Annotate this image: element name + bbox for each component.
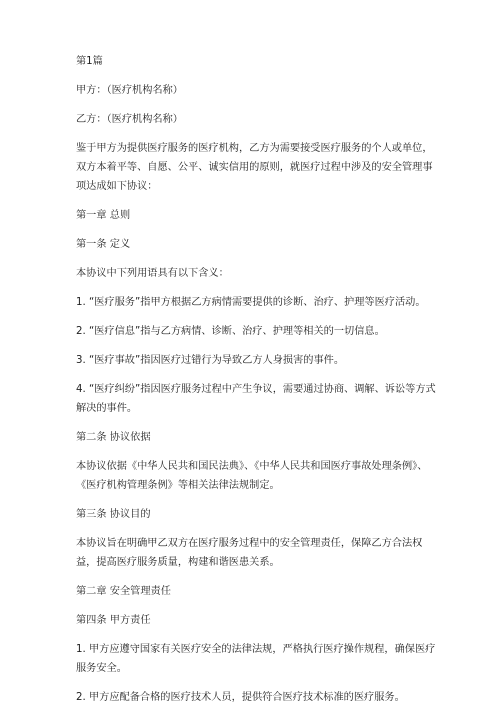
article-4-heading: 第四条 甲方责任 <box>76 615 151 626</box>
definition-item-2: 2. “医疗信息”指与乙方病情、诊断、治疗、护理等相关的一切信息。 <box>76 326 385 337</box>
definitions-intro: 本协议中下列用语具有以下含义： <box>76 268 229 279</box>
article-2-heading: 第二条 协议依据 <box>76 432 151 443</box>
document-title: 第1篇 <box>76 56 103 67</box>
purpose-paragraph: 本协议旨在明确甲乙双方在医疗服务过程中的安全管理责任，保障乙方合法权益，提高医疗服务质量，构建和谐医患关系。 <box>76 538 423 568</box>
article-1-heading: 第一条 定义 <box>76 239 131 250</box>
document-body <box>76 52 436 717</box>
definition-item-4: 4. “医疗纠纷”指因医疗服务过程中产生争议，需要通过协商、调解、诉讼等方式解决的事件。 <box>76 384 436 414</box>
preamble-paragraph: 鉴于甲方为提供医疗服务的医疗机构，乙方为需要接受医疗服务的个人或单位，双方本着平等、自愿、公平、诚实信用的原则，就医疗过程中涉及的安全管理事项达成如下协议： <box>76 143 433 192</box>
responsibility-item-2: 2. 甲方应配备合格的医疗技术人员，提供符合医疗技术标准的医疗服务。 <box>76 692 405 703</box>
party-a-line: 甲方：（医疗机构名称） <box>76 85 183 96</box>
definition-item-1: 1. “医疗服务”指甲方根据乙方病情需要提供的诊断、治疗、护理等医疗活动。 <box>76 297 426 308</box>
basis-paragraph: 本协议依据《中华人民共和国民法典》、《中华人民共和国医疗事故处理条例》、《医疗机构管理条例》等相关法律法规制定。 <box>76 461 428 491</box>
chapter-2-heading: 第二章 安全管理责任 <box>76 586 171 597</box>
party-b-line: 乙方：（医疗机构名称） <box>76 114 183 125</box>
article-3-heading: 第三条 协议目的 <box>76 509 151 520</box>
responsibility-item-1: 1. 甲方应遵守国家有关医疗安全的法律法规，严格执行医疗操作规程，确保医疗服务安全。 <box>76 644 436 674</box>
definition-item-3: 3. “医疗事故”指因医疗过错行为导致乙方人身损害的事件。 <box>76 355 345 366</box>
chapter-1-heading: 第一章 总则 <box>76 210 131 221</box>
